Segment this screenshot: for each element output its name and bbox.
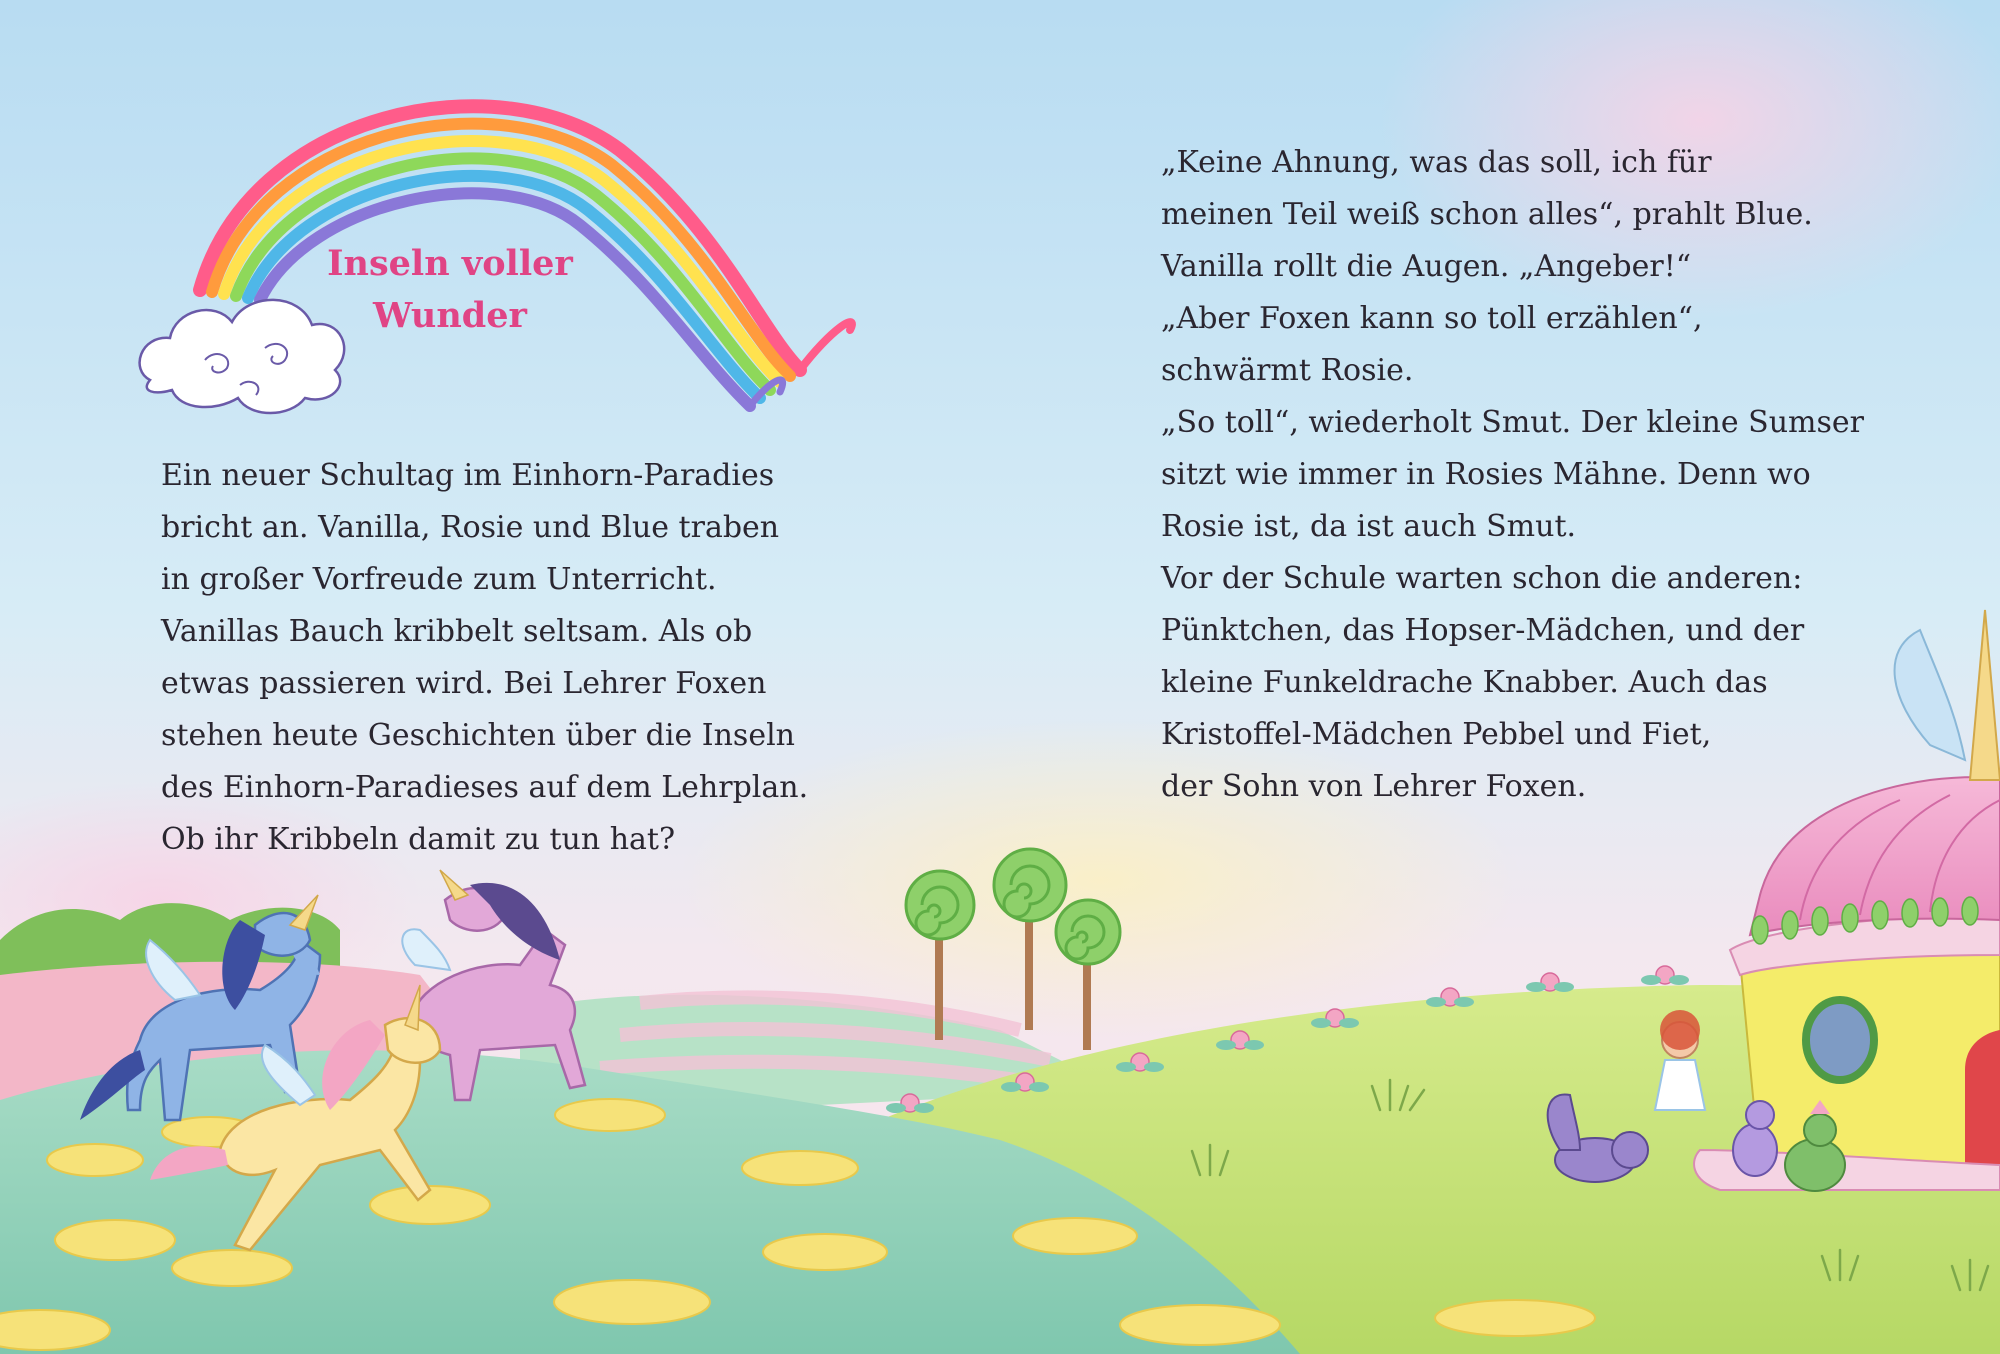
text-line: des Einhorn-Paradieses auf dem Lehrplan. [161, 770, 809, 805]
chapter-title-line-1: Inseln voller [327, 243, 573, 284]
text-line: Vanilla rollt die Augen. „Angeber!“ [1161, 249, 1692, 284]
text-line: etwas passieren wird. Bei Lehrer Foxen [161, 666, 767, 701]
text-line: stehen heute Geschichten über die Inseln [161, 718, 795, 753]
text-line: „Aber Foxen kann so toll erzählen“, [1161, 301, 1703, 336]
text-line: Rosie ist, da ist auch Smut. [1161, 509, 1577, 544]
text-line: schwärmt Rosie. [1161, 353, 1414, 388]
text-line: Kristoffel-Mädchen Pebbel und Fiet, [1161, 717, 1712, 752]
text-line: Ein neuer Schultag im Einhorn-Paradies [161, 458, 775, 493]
text-line: Vanillas Bauch kribbelt seltsam. Als ob [161, 614, 753, 649]
text-line: sitzt wie immer in Rosies Mähne. Denn wo [1161, 457, 1811, 492]
left-page-text [161, 450, 821, 866]
text-line: Pünktchen, das Hopser-Mädchen, und der [1161, 613, 1805, 648]
chapter-title [300, 238, 600, 342]
text-line: Ob ihr Kribbeln damit zu tun hat? [161, 822, 676, 857]
text-line: „So toll“, wiederholt Smut. Der kleine Sumser [1161, 405, 1864, 440]
text-line: „Keine Ahnung, was das soll, ich für [1161, 145, 1712, 180]
text-line: in großer Vorfreude zum Unterricht. [161, 562, 717, 597]
text-line: der Sohn von Lehrer Foxen. [1161, 769, 1587, 804]
text-line: kleine Funkeldrache Knabber. Auch das [1161, 665, 1768, 700]
chapter-title-line-2: Wunder [373, 295, 527, 336]
right-page-text [1161, 137, 1881, 813]
text-line: meinen Teil weiß schon alles“, prahlt Blue. [1161, 197, 1813, 232]
text-line: bricht an. Vanilla, Rosie und Blue traben [161, 510, 780, 545]
text-line: Vor der Schule warten schon die anderen: [1161, 561, 1803, 596]
